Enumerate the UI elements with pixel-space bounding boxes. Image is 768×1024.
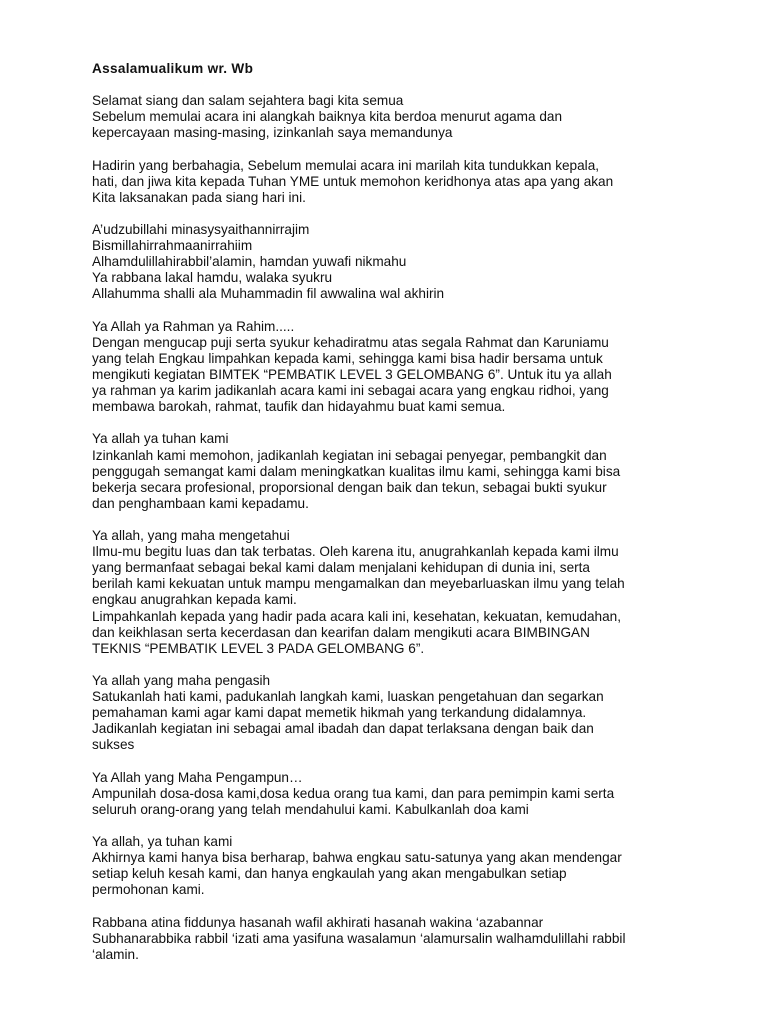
- paragraph: [92, 770, 692, 818]
- paragraph: [92, 915, 692, 963]
- text-line: Ya allah yang maha pengasih: [92, 673, 271, 689]
- text-line: berilah kami kekuatan untuk mampu mengamalkan dan meyebarluaskan ilmu yang telah: [92, 576, 625, 592]
- text-line: yang telah Engkau limpahkan kepada kami, sehingga kami bisa hadir bersama untuk: [92, 350, 603, 366]
- text-line: yang bermanfaat sebagai bekal kami dalam menjalani kehidupan di dunia ini, serta: [92, 560, 590, 576]
- text-line: ‘alamin.: [92, 946, 139, 962]
- text-line: dan keikhlasan serta kecerdasan dan kearifan dalam mengikuti acara BIMBINGAN: [92, 624, 590, 640]
- text-line: Jadikanlah kegiatan ini sebagai amal ibadah dan dapat terlaksana dengan baik dan: [92, 721, 594, 737]
- text-line: Ya rabbana lakal hamdu, walaka syukru: [92, 270, 333, 286]
- text-line: mengikuti kegiatan BIMTEK “PEMBATIK LEVEL 3 GELOMBANG 6”. Untuk itu ya allah: [92, 366, 612, 382]
- text-line: Rabbana atina fiddunya hasanah wafil akhirati hasanah wakina ‘azabannar: [92, 914, 544, 930]
- text-line: bekerja secara profesional, proporsional dengan baik dan tekun, sebagai bukti syukur: [92, 479, 607, 495]
- text-line: Akhirnya kami hanya bisa berharap, bahwa engkau satu-satunya yang akan mendengar: [92, 850, 622, 866]
- text-line: Subhanarabbika rabbil ‘izati ama yasifuna wasalamun ‘alamursalin walhamdulillahi rabbil: [92, 930, 626, 946]
- paragraph: [92, 222, 692, 302]
- text-line: kepercayaan masing-masing, izinkanlah saya memandunya: [92, 125, 453, 141]
- text-line: Alhamdulillahirabbil’alamin, hamdan yuwafi nikmahu: [92, 254, 407, 270]
- text-line: Ilmu-mu begitu luas dan tak terbatas. Oleh karena itu, anugrahkanlah kepada kami ilmu: [92, 544, 619, 560]
- text-line: Dengan mengucap puji serta syukur kehadiratmu atas segala Rahmat dan Karuniamu: [92, 334, 609, 350]
- paragraph-list: [92, 93, 692, 963]
- text-line: dan penghambaan kami kepadamu.: [92, 495, 309, 511]
- text-line: Allahumma shalli ala Muhammadin fil awwalina wal akhirin: [92, 286, 445, 302]
- text-line: Ya Allah ya Rahman ya Rahim.....: [92, 318, 295, 334]
- paragraph: [92, 158, 692, 206]
- text-line: TEKNIS “PEMBATIK LEVEL 3 PADA GELOMBANG 6”.: [92, 640, 425, 656]
- text-line: Ya allah, ya tuhan kami: [92, 834, 233, 850]
- text-line: ya rahman ya karim jadikanlah acara kami ini sebagai acara yang engkau ridhoi, yang: [92, 383, 609, 399]
- text-line: Ya allah, yang maha mengetahui: [92, 528, 290, 544]
- text-line: permohonan kami.: [92, 882, 205, 898]
- text-line: Bismillahirrahmaanirrahiim: [92, 238, 253, 254]
- text-line: Ampunilah dosa-dosa kami,dosa kedua orang tua kami, dan para pemimpin kami serta: [92, 785, 615, 801]
- paragraph: [92, 431, 692, 511]
- text-line: setiap keluh kesah kami, dan hanya engkaulah yang akan mengabulkan setiap: [92, 866, 567, 882]
- paragraph: [92, 673, 692, 753]
- text-line: Selamat siang dan salam sejahtera bagi kita semua: [92, 93, 404, 109]
- text-line: pemahaman kami agar kami dapat memetik hikmah yang terkandung didalamnya.: [92, 705, 587, 721]
- text-line: Sebelum memulai acara ini alangkah baiknya kita berdoa menurut agama dan: [92, 109, 563, 125]
- text-line: Ya allah ya tuhan kami: [92, 431, 229, 447]
- text-line: hati, dan jiwa kita kepada Tuhan YME untuk memohon keridhonya atas apa yang akan: [92, 173, 614, 189]
- paragraph: [92, 528, 692, 657]
- paragraph: [92, 834, 692, 898]
- text-line: penggugah semangat kami dalam meningkatkan kualitas ilmu kami, sehingga kami bisa: [92, 463, 621, 479]
- text-line: Ya Allah yang Maha Pengampun…: [92, 769, 303, 785]
- document-title: Assalamualikum wr. Wb: [92, 61, 254, 76]
- text-line: Izinkanlah kami memohon, jadikanlah kegiatan ini sebagai penyegar, pembangkit dan: [92, 447, 607, 463]
- text-line: Kita laksanakan pada siang hari ini.: [92, 189, 306, 205]
- text-line: seluruh orang-orang yang telah mendahului kami. Kabulkanlah doa kami: [92, 801, 529, 817]
- text-line: Limpahkanlah kepada yang hadir pada acara kali ini, kesehatan, kekuatan, kemudahan,: [92, 608, 622, 624]
- paragraph: [92, 93, 692, 141]
- document-body: [92, 61, 692, 979]
- text-line: membawa barokah, rahmat, taufik dan hidayahmu buat kami semua.: [92, 399, 506, 415]
- paragraph: [92, 319, 692, 416]
- text-line: A’udzubillahi minasysyaithannirrajim: [92, 222, 310, 238]
- text-line: Satukanlah hati kami, padukanlah langkah kami, luaskan pengetahuan dan segarkan: [92, 689, 604, 705]
- text-line: Hadirin yang berbahagia, Sebelum memulai acara ini marilah kita tundukkan kepala,: [92, 157, 600, 173]
- text-line: sukses: [92, 737, 135, 753]
- text-line: engkau anugrahkan kepada kami.: [92, 592, 297, 608]
